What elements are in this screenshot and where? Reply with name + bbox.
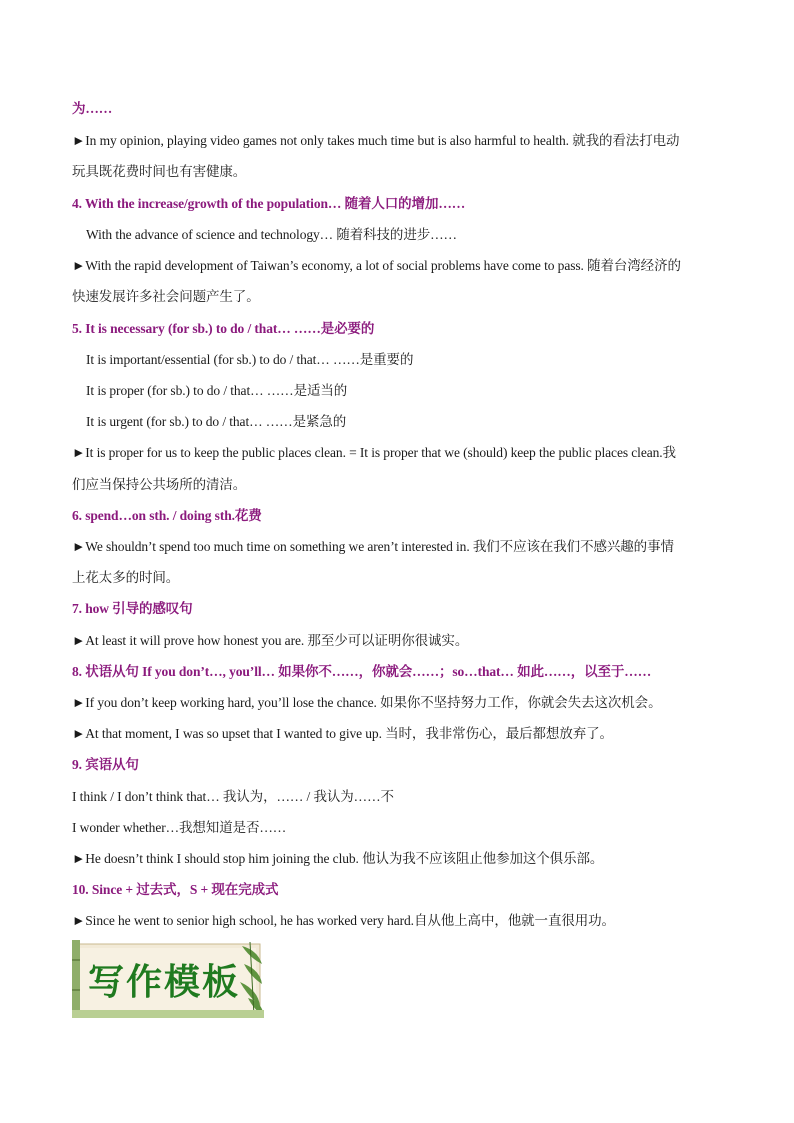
section-heading-7: 7. how 引导的感叹句 — [72, 601, 193, 616]
continued-heading: 为…… — [72, 101, 113, 116]
pattern-line: It is proper (for sb.) to do / that… ……是适当的 — [86, 383, 348, 398]
section-heading-9: 9. 宾语从句 — [72, 757, 139, 772]
pattern-line: I wonder whether…我想知道是否…… — [72, 820, 287, 835]
example-sentence: ►In my opinion, playing video games not only takes much time but is also harmful to health. 就我的看法打电动 — [72, 133, 680, 148]
pattern-line: It is urgent (for sb.) to do / that… ……是紧急的 — [86, 414, 347, 429]
writing-template-banner — [72, 940, 264, 1018]
bamboo-scroll-graphic — [72, 940, 264, 1018]
example-sentence: ►We shouldn’t spend too much time on something we aren’t interested in. 我们不应该在我们不感兴趣的事情 — [72, 539, 674, 554]
pattern-line: With the advance of science and technology… 随着科技的进步…… — [86, 227, 457, 242]
section-heading-5: 5. It is necessary (for sb.) to do / that… ……是必要的 — [72, 321, 375, 336]
example-sentence: ►Since he went to senior high school, he has worked very hard.自从他上高中，他就一直很用功。 — [72, 913, 615, 928]
section-heading-8: 8. 状语从句 If you don’t…, you’ll… 如果你不……，你就会……；so…that… 如此……，以至于…… — [72, 664, 652, 679]
example-sentence: ►It is proper for us to keep the public places clean. = It is proper that we (should) keep the public places clean.我 — [72, 445, 676, 460]
section-heading-6: 6. spend…on sth. / doing sth.花费 — [72, 508, 262, 523]
example-sentence: ►He doesn’t think I should stop him joining the club. 他认为我不应该阻止他参加这个俱乐部。 — [72, 851, 604, 866]
section-heading-10: 10. Since + 过去式，S + 现在完成式 — [72, 882, 279, 897]
pattern-line: It is important/essential (for sb.) to do / that… ……是重要的 — [86, 352, 414, 367]
section-heading-4: 4. With the increase/growth of the population… 随着人口的增加…… — [72, 196, 466, 211]
example-sentence: ►If you don’t keep working hard, you’ll lose the chance. 如果你不坚持努力工作，你就会失去这次机会。 — [72, 695, 662, 710]
example-sentence-cont: 玩具既花费时间也有害健康。 — [72, 164, 247, 179]
example-sentence: ►At least it will prove how honest you are. 那至少可以证明你很诚实。 — [72, 633, 469, 648]
example-sentence-cont: 们应当保持公共场所的清洁。 — [72, 477, 247, 492]
example-sentence-cont: 上花太多的时间。 — [72, 570, 180, 585]
example-sentence: ►At that moment, I was so upset that I wanted to give up. 当时，我非常伤心，最后都想放弃了。 — [72, 726, 613, 741]
example-sentence: ►With the rapid development of Taiwan’s economy, a lot of social problems have come to pass. 随着台湾经济的 — [72, 258, 681, 273]
example-sentence-cont: 快速发展许多社会问题产生了。 — [72, 289, 260, 304]
banner-title: 写作模板 — [88, 962, 241, 1003]
pattern-line: I think / I don’t think that… 我认为，…… / 我认为……不 — [72, 789, 394, 804]
